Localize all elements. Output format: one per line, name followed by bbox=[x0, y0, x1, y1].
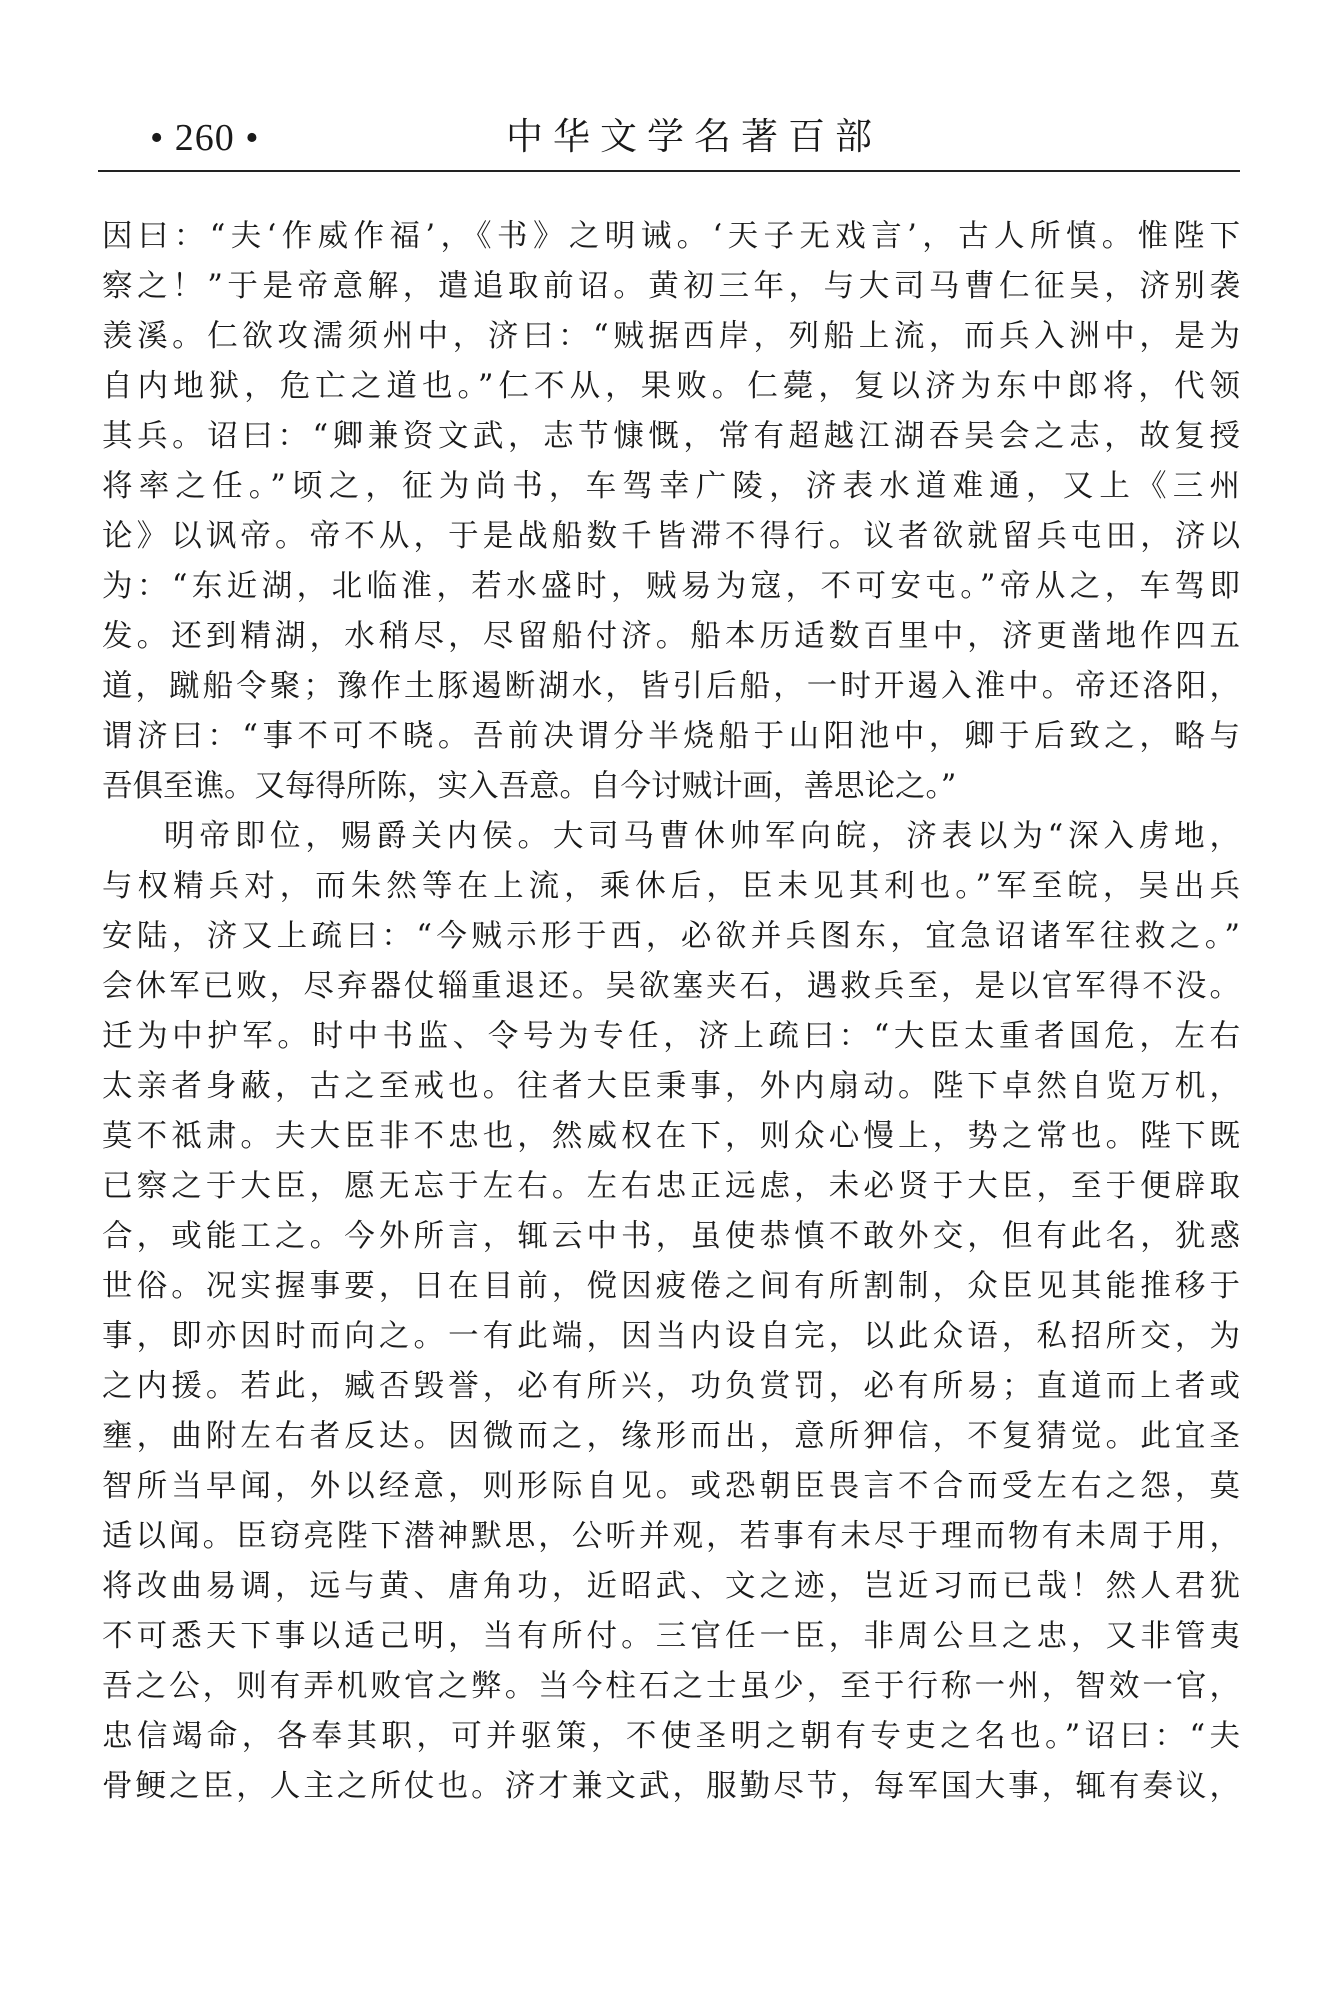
text-line: 不可悉天下事以适己明，当有所付。三官任一臣，非周公旦之忠，又非管夷 bbox=[102, 1619, 1240, 1654]
text-line: 察之！”于是帝意解，遣追取前诏。黄初三年，与大司马曹仁征吴，济别袭 bbox=[102, 269, 1240, 304]
text-line: 谓济曰：“事不可不晓。吾前决谓分半烧船于山阳池中，卿于后致之，略与 bbox=[102, 719, 1240, 754]
text-line: 迁为中护军。时中书监、令号为专任，济上疏曰：“大臣太重者国危，左右 bbox=[102, 1019, 1240, 1054]
text-line: 世俗。况实握事要，日在目前，傥因疲倦之间有所割制，众臣见其能推移于 bbox=[102, 1269, 1240, 1304]
header-rule bbox=[98, 170, 1240, 172]
text-line: 其兵。诏曰：“卿兼资文武，志节慷慨，常有超越江湖吞吴会之志，故复授 bbox=[102, 419, 1240, 454]
text-line: 吾之公，则有弄机败官之弊。当今柱石之士虽少，至于行称一州，智效一官， bbox=[102, 1669, 1240, 1704]
book-title: 中华文学名著百部 bbox=[506, 115, 882, 158]
text-line: 之内援。若此，臧否毁誉，必有所兴，功负赏罚，必有所易；直道而上者或 bbox=[102, 1369, 1240, 1404]
text-line: 羡溪。仁欲攻濡须州中，济曰：“贼据西岸，列船上流，而兵入洲中，是为 bbox=[102, 319, 1240, 354]
text-line: 壅，曲附左右者反达。因微而之，缘形而出，意所狎信，不复猜觉。此宜圣 bbox=[102, 1419, 1240, 1454]
text-line: 莫不祗肃。夫大臣非不忠也，然威权在下，则众心慢上，势之常也。陛下既 bbox=[102, 1119, 1240, 1154]
paragraph-1 bbox=[102, 212, 1240, 812]
text-line: 事，即亦因时而向之。一有此端，因当内设自完，以此众语，私招所交，为 bbox=[102, 1319, 1240, 1354]
text-line: 智所当早闻，外以经意，则形际自见。或恐朝臣畏言不合而受左右之怨，莫 bbox=[102, 1469, 1240, 1504]
text-line: 将率之任。”顷之，征为尚书，车驾幸广陵，济表水道难通，又上《三州 bbox=[102, 469, 1240, 504]
body-text bbox=[102, 212, 1240, 1812]
paragraph-2 bbox=[102, 812, 1240, 1812]
text-line: 忠信竭命，各奉其职，可并驱策，不使圣明之朝有专吏之名也。”诏曰：“夫 bbox=[102, 1719, 1240, 1754]
text-line: 骨鲠之臣，人主之所仗也。济才兼文武，服勤尽节，每军国大事，辄有奏议， bbox=[102, 1769, 1240, 1804]
text-line: 为：“东近湖，北临淮，若水盛时，贼易为寇，不可安屯。”帝从之，车驾即 bbox=[102, 569, 1240, 604]
text-line: 将改曲易调，远与黄、唐角功，近昭武、文之迹，岂近习而已哉！然人君犹 bbox=[102, 1569, 1240, 1604]
text-line: 自内地狱，危亡之道也。”仁不从，果败。仁薨，复以济为东中郎将，代领 bbox=[102, 369, 1240, 404]
running-head bbox=[98, 108, 1240, 168]
text-line: 适以闻。臣窃亮陛下潜神默思，公听并观，若事有未尽于理而物有未周于用， bbox=[102, 1519, 1240, 1554]
text-line: 会休军已败，尽弃器仗辎重退还。吴欲塞夹石，遇救兵至，是以官军得不没。 bbox=[102, 969, 1240, 1004]
text-line: 发。还到精湖，水稍尽，尽留船付济。船本历适数百里中，济更凿地作四五 bbox=[102, 619, 1240, 654]
text-line: 论》以讽帝。帝不从，于是战船数千皆滞不得行。议者欲就留兵屯田，济以 bbox=[102, 519, 1240, 554]
text-line: 与权精兵对，而朱然等在上流，乘休后，臣未见其利也。”军至皖，吴出兵 bbox=[102, 869, 1240, 904]
text-line: 吾俱至谯。又每得所陈，实入吾意。自今讨贼计画，善思论之。” bbox=[102, 769, 957, 804]
text-line: 安陆，济又上疏曰：“今贼示形于西，必欲并兵图东，宜急诏诸军往救之。” bbox=[102, 919, 1240, 954]
text-line: 明帝即位，赐爵关内侯。大司马曹休帅军向皖，济表以为“深入虏地， bbox=[164, 819, 1240, 854]
text-line: 已察之于大臣，愿无忘于左右。左右忠正远虑，未必贤于大臣，至于便辟取 bbox=[102, 1169, 1240, 1204]
page-number: • 260 • bbox=[150, 117, 260, 159]
text-line: 合，或能工之。今外所言，辄云中书，虽使恭慎不敢外交，但有此名，犹惑 bbox=[102, 1219, 1240, 1254]
text-line: 道，蹴船令聚；豫作土豚遏断湖水，皆引后船，一时开遏入淮中。帝还洛阳， bbox=[102, 669, 1240, 704]
text-line: 因曰：“夫‘作威作福’，《书》之明诫。‘天子无戏言’，古人所慎。惟陛下 bbox=[102, 219, 1240, 254]
text-line: 太亲者身蔽，古之至戒也。往者大臣秉事，外内扇动。陛下卓然自览万机， bbox=[102, 1069, 1240, 1104]
